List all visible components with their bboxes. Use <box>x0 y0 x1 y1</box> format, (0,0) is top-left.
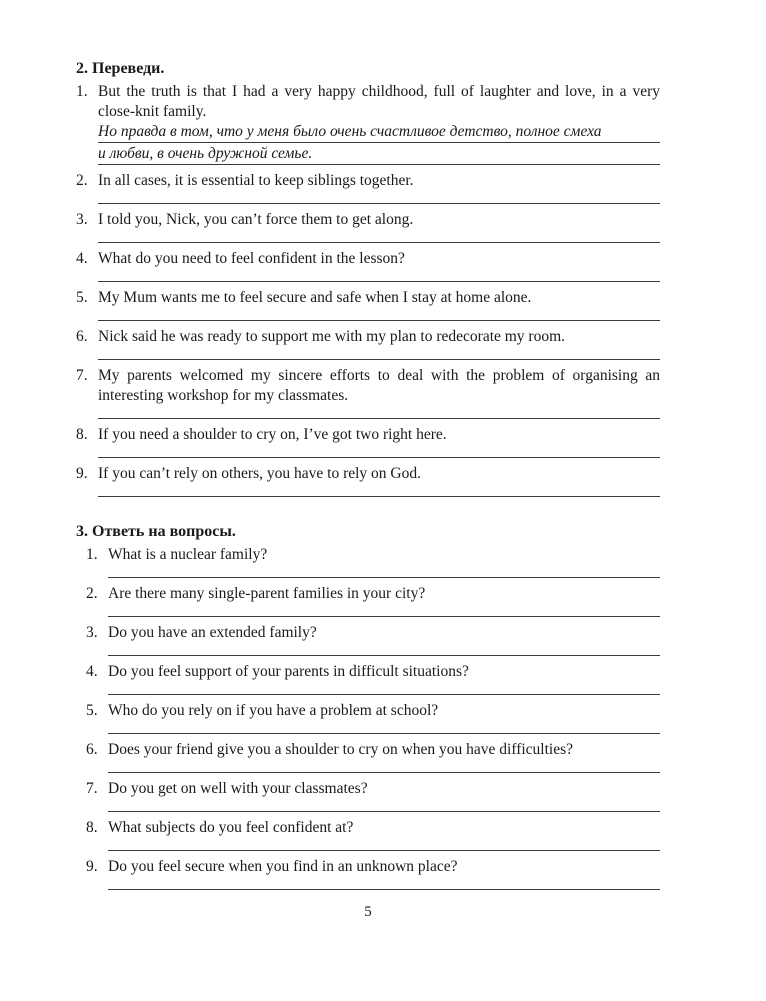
exercise-item <box>76 210 660 230</box>
exercise-item <box>76 82 660 122</box>
item-text: Nick said he was ready to support me with my plan to redecorate my room. <box>98 328 566 345</box>
exercise-item <box>86 701 660 721</box>
exercise-item <box>86 662 660 682</box>
answer-blank-line <box>98 445 660 458</box>
item-number: 3. <box>76 211 88 228</box>
exercise-item <box>86 857 660 877</box>
item-text: What do you need to feel confident in the lesson? <box>98 250 405 267</box>
answer-blank-line <box>98 484 660 497</box>
item-text: Does your friend give you a shoulder to cry on when you have difficulties? <box>108 741 574 758</box>
answer-blank-line <box>108 877 660 890</box>
answer-blank-line <box>108 643 660 656</box>
item-text: I told you, Nick, you can’t force them to get along. <box>98 211 414 228</box>
answer-blank-line <box>98 191 660 204</box>
item-text: But the truth is that I had a very happy childhood, full of laughter and love, in a very close-knit family. <box>98 83 660 120</box>
section-heading <box>76 58 660 79</box>
item-number: 5. <box>76 289 88 306</box>
item-text: Do you feel support of your parents in difficult situations? <box>108 663 469 680</box>
worksheet-content <box>76 58 660 890</box>
item-number: 5. <box>86 702 98 719</box>
answer-blank-line <box>108 721 660 734</box>
item-text: What is a nuclear family? <box>108 546 268 563</box>
item-number: 9. <box>76 465 88 482</box>
answer-blank-line <box>108 604 660 617</box>
exercise-item <box>86 818 660 838</box>
item-text: Do you get on well with your classmates? <box>108 780 368 797</box>
written-answer-line <box>98 144 660 165</box>
item-number: 6. <box>86 741 98 758</box>
item-text: Do you have an extended family? <box>108 624 317 641</box>
written-answer-line <box>98 122 660 143</box>
written-answer-text: Но правда в том, что у меня было очень счастливое детство, полное смеха <box>98 123 602 140</box>
item-text: What subjects do you feel confident at? <box>108 819 354 836</box>
answer-blank-line <box>98 230 660 243</box>
item-number: 1. <box>76 83 88 100</box>
exercise-item <box>86 623 660 643</box>
item-text: If you can’t rely on others, you have to rely on God. <box>98 465 421 482</box>
item-number: 7. <box>86 780 98 797</box>
exercise-item <box>76 366 660 406</box>
exercise-item <box>76 327 660 347</box>
item-number: 3. <box>86 624 98 641</box>
item-text: Do you feel secure when you find in an unknown place? <box>108 858 458 875</box>
exercise-item <box>76 171 660 191</box>
exercise-item <box>86 740 660 760</box>
item-number: 1. <box>86 546 98 563</box>
answer-blank-line <box>108 682 660 695</box>
exercise-item <box>76 464 660 484</box>
item-number: 4. <box>86 663 98 680</box>
exercise-item <box>76 288 660 308</box>
item-text: In all cases, it is essential to keep siblings together. <box>98 172 414 189</box>
item-number: 2. <box>86 585 98 602</box>
item-number: 7. <box>76 367 88 384</box>
section-number: 3. <box>76 523 88 540</box>
page-number: 5 <box>364 904 372 920</box>
answer-blank-line <box>98 308 660 321</box>
item-number: 9. <box>86 858 98 875</box>
section-title: Ответь на вопросы. <box>92 523 236 540</box>
item-text: My Mum wants me to feel secure and safe when I stay at home alone. <box>98 289 532 306</box>
answer-blank-line <box>98 347 660 360</box>
item-number: 8. <box>76 426 88 443</box>
section-number: 2. <box>76 60 88 77</box>
item-text: Who do you rely on if you have a problem at school? <box>108 702 439 719</box>
exercise-item <box>76 249 660 269</box>
answer-blank-line <box>108 838 660 851</box>
exercise-item <box>86 584 660 604</box>
item-number: 2. <box>76 172 88 189</box>
item-number: 8. <box>86 819 98 836</box>
exercise-item <box>86 545 660 565</box>
exercise-item <box>76 425 660 445</box>
item-number: 6. <box>76 328 88 345</box>
answer-blank-line <box>98 269 660 282</box>
answer-blank-line <box>98 406 660 419</box>
section-title: Переведи. <box>92 60 165 77</box>
exercise-item <box>86 779 660 799</box>
written-answer-text: и любви, в очень дружной семье. <box>98 145 313 162</box>
item-text: My parents welcomed my sincere efforts to deal with the problem of organising an interesting workshop for my classmates. <box>98 367 660 404</box>
answer-blank-line <box>108 565 660 578</box>
answer-blank-line <box>108 760 660 773</box>
answer-blank-line <box>108 799 660 812</box>
item-text: If you need a shoulder to cry on, I’ve got two right here. <box>98 426 447 443</box>
item-text: Are there many single-parent families in your city? <box>108 585 426 602</box>
item-number: 4. <box>76 250 88 267</box>
section-heading <box>76 521 660 542</box>
